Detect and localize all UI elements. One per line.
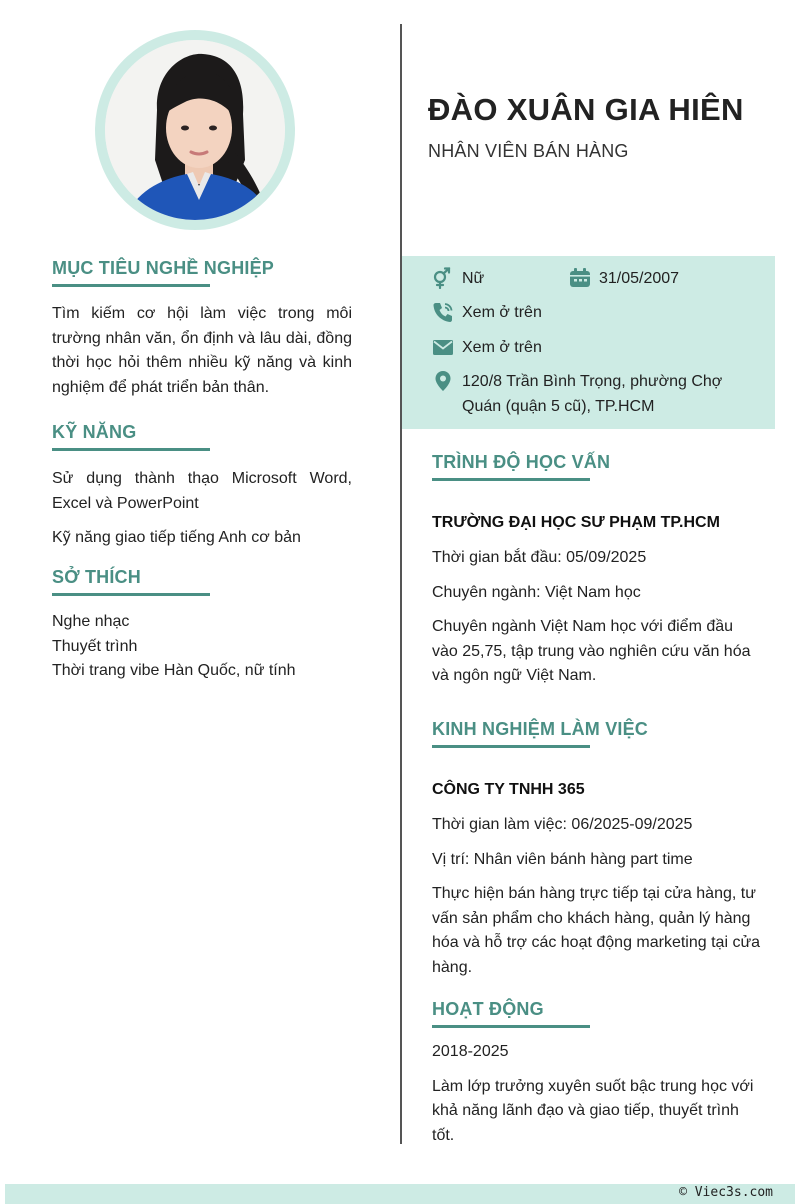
gender-icon [432, 267, 454, 289]
phone-row [432, 300, 542, 325]
experience-description: Thực hiện bán hàng trực tiếp tại cửa hàng, tư vấn sản phẩm cho khách hàng, quản lý hàng hóa và hỗ trợ các hoạt động marketing tại cửa hàng. [432, 885, 761, 976]
objective-text: Tìm kiếm cơ hội làm việc trong môi trường nhân văn, ổn định và lâu dài, đồng thời học hỏi thêm nhiều kỹ năng và kinh nghiệm để phát triển bản thân. [52, 305, 352, 396]
activities-underline [432, 1025, 590, 1028]
skill-item: Kỹ năng giao tiếp tiếng Anh cơ bản [52, 529, 301, 546]
company-name: CÔNG TY TNHH 365 [432, 781, 585, 798]
activities-description: Làm lớp trưởng xuyên suốt bậc trung học với khả năng lãnh đạo và giao tiếp, thuyết trình tốt. [432, 1077, 754, 1144]
experience-title: KINH NGHIỆM LÀM VIỆC [432, 719, 649, 739]
hobbies-section [52, 567, 352, 684]
address-value: 120/8 Trần Bình Trọng, phường Chợ Quán (quận 5 cũ), TP.HCM [462, 373, 723, 415]
email-row [432, 335, 542, 360]
avatar [105, 40, 285, 220]
skills-underline [52, 448, 210, 451]
objective-section [52, 258, 352, 400]
job-title: NHÂN VIÊN BÁN HÀNG [428, 141, 629, 161]
email-value: Xem ở trên [462, 339, 542, 356]
footer-credit: © Viec3s.com [679, 1185, 773, 1200]
avatar-ring [95, 30, 295, 230]
dob-value: 31/05/2007 [599, 270, 680, 287]
phone-icon [432, 301, 454, 323]
education-underline [432, 478, 590, 481]
hobby-item: Nghe nhạc [52, 613, 130, 630]
experience-underline [432, 745, 590, 748]
experience-position: Vị trí: Nhân viên bánh hàng part time [432, 850, 693, 868]
candidate-name: ĐÀO XUÂN GIA HIÊN [428, 92, 744, 127]
gender-row [432, 266, 484, 291]
skill-item: Sử dụng thành thạo Microsoft Word, Excel và PowerPoint [52, 470, 352, 512]
education-major: Chuyên ngành: Việt Nam học [432, 583, 641, 601]
objective-underline [52, 284, 210, 287]
activities-section [432, 999, 762, 1148]
dob-row [569, 266, 679, 291]
education-start: Thời gian bắt đầu: 05/09/2025 [432, 549, 647, 566]
calendar-icon [569, 267, 591, 289]
education-description: Chuyên ngành Việt Nam học với điểm đầu vào 25,75, tập trung vào nghiên cứu văn hóa và ngôn ngữ Việt Nam. [432, 618, 751, 684]
education-section [432, 452, 762, 689]
skills-section [52, 422, 352, 551]
experience-period: Thời gian làm việc: 06/2025-09/2025 [432, 816, 693, 833]
activities-period: 2018-2025 [432, 1043, 509, 1060]
hobby-item: Thuyết trình [52, 637, 138, 655]
location-pin-icon [432, 370, 454, 392]
hobbies-title: SỞ THÍCH [52, 567, 141, 587]
hobby-item: Thời trang vibe Hàn Quốc, nữ tính [52, 662, 296, 679]
email-icon [432, 336, 454, 358]
activities-title: HOẠT ĐỘNG [432, 999, 544, 1019]
address-row [432, 369, 752, 419]
school-name: TRƯỜNG ĐẠI HỌC SƯ PHẠM TP.HCM [432, 514, 720, 531]
gender-value: Nữ [462, 270, 485, 287]
experience-section [432, 719, 762, 980]
hobbies-underline [52, 593, 210, 596]
contact-panel [402, 256, 775, 429]
footer-bar [5, 1184, 795, 1204]
objective-title: MỤC TIÊU NGHỀ NGHIỆP [52, 258, 275, 278]
education-title: TRÌNH ĐỘ HỌC VẤN [432, 452, 611, 472]
skills-title: KỸ NĂNG [52, 422, 137, 442]
column-divider [400, 24, 402, 1144]
phone-value: Xem ở trên [462, 304, 542, 321]
